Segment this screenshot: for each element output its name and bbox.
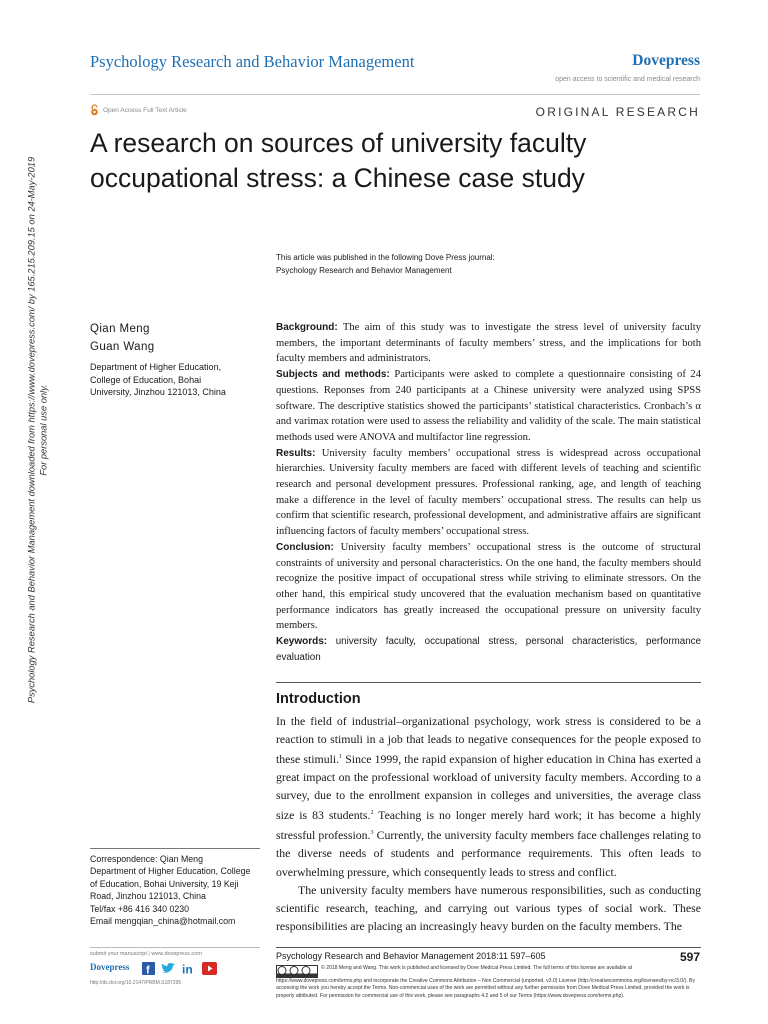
results-label: Results: [276, 447, 316, 459]
correspondence-block [90, 853, 265, 927]
correspondence-line: Department of Higher Education, College [90, 866, 251, 877]
abstract-conclusion [276, 540, 701, 634]
reference-link[interactable]: 2 [370, 810, 374, 817]
author-name[interactable]: Guan Wang [90, 341, 155, 353]
correspondence-divider [90, 848, 260, 849]
youtube-icon[interactable] [202, 962, 217, 975]
abstract-methods [276, 367, 701, 446]
citation-line: Psychology Research and Behavior Management 2018:11 597–605 [276, 951, 546, 961]
footer-divider-left [90, 947, 260, 948]
title-line-1: A research on sources of university faculty [90, 128, 587, 158]
abstract-divider [276, 682, 701, 683]
author-list [90, 320, 155, 356]
title-line-2: occupational stress: a Chinese case study [90, 163, 585, 193]
background-label: Background: [276, 322, 338, 333]
publisher-tagline: open access to scientific and medical research [555, 76, 700, 83]
affiliation [90, 361, 260, 399]
section-heading: Introduction [276, 691, 361, 707]
publisher-logo[interactable]: Dovepress [632, 52, 700, 69]
social-links [142, 962, 217, 975]
publication-notice [276, 251, 495, 277]
abstract-background [276, 320, 701, 367]
license-text: © 2018 Meng and Wang. This work is published and licensed by Dove Medical Press Limited. The full terms of this license are available at https://www.dovepress.com/terms.php and incorporate the Creative Commons Attribution – Non Commercial (unported, v3.0) License (http://creativecommons.org/licenses/by-nc/3.0/). By accessing the work you hereby accept the Terms. Non-commercial uses of the work are permitted without any further permission from Dove Medical Press Limited, provided the work is properly attributed. For permission for commercial use of this work, please see paragraphs 4.2 and 5 of our Terms (https://www.dovepress.com/terms.php). [276, 965, 696, 999]
conclusion-label: Conclusion: [276, 541, 334, 553]
reference-link[interactable]: 3 [370, 830, 374, 837]
license-text-block [276, 965, 701, 1000]
svg-text:f: f [146, 964, 150, 975]
correspondence-email[interactable]: Email mengqian_china@hotmail.com [90, 916, 236, 927]
footer-publisher-logo[interactable]: Dovepress [90, 962, 130, 972]
keywords-label: Keywords: [276, 636, 328, 648]
affiliation-line: College of Education, Bohai [90, 374, 202, 385]
intro-text: Since 1999, the rapid expansion of higher education in China has exerted a great impact on the professional workload of university faculty members. According to a survey, due to the enrollment expansion in colleges and universities, the average class size is 83 students. [276, 752, 701, 823]
intro-paragraph [276, 712, 701, 881]
intro-text: In the field of industrial–organizational psychology, work stress is considered to be a reaction to stimuli in a job that leads to negative consequences for the people exposed to these stimuli. [276, 714, 701, 767]
article-title [90, 126, 700, 196]
submit-manuscript-link[interactable]: submit your manuscript | www.dovepress.com [90, 951, 202, 957]
results-text: University faculty members’ occupational stress is widespread across occupational hierarchies. University faculty members are faced with different levels of teaching and scientific research and personal development pressures. Professional ranking, age, and length of teaching make a difference in the level of faculty members’ occupational stress. The results can help us confirm that scientific research, professional development, and administrative affairs are significant influencing factors of faculty members’ occupational stress. [276, 447, 702, 538]
page-number: 597 [679, 950, 700, 964]
watermark-line-2: For personal use only. [38, 384, 48, 476]
correspondence-line: of Education, Bohai University, 19 Keji [90, 878, 239, 889]
abstract [276, 320, 701, 665]
journal-name[interactable]: Psychology Research and Behavior Management [90, 52, 415, 71]
facebook-icon[interactable] [142, 962, 155, 975]
footer-divider-right [276, 947, 701, 948]
correspondence-line: Correspondence: Qian Meng [90, 854, 203, 864]
correspondence-line: Road, Jinzhou 121013, China [90, 891, 206, 902]
abstract-results [276, 446, 701, 540]
article-type: ORIGINAL RESEARCH [535, 105, 700, 119]
twitter-icon[interactable] [161, 962, 176, 975]
intro-paragraph: The university faculty members have numerous responsibilities, such as conducting scientific research, teaching, and carrying out various types of social work. These responsibilities are placing an increasingly heavy burden on the faculty members. The [276, 882, 701, 933]
download-watermark [27, 157, 50, 703]
introduction-body [276, 712, 701, 935]
author-name[interactable]: Qian Meng [90, 323, 150, 335]
background-text: The aim of this study was to investigate the stress level of university faculty members, the important determinants of faculty members’ stress, and the implications for both faculty members and administrators. [276, 322, 701, 365]
cc-license-icon[interactable] [276, 965, 318, 978]
affiliation-line: Department of Higher Education, [90, 362, 222, 372]
open-access-badge [90, 104, 187, 116]
doi-link[interactable]: http://dx.doi.org/10.2147/PRBM.S187295 [90, 980, 182, 986]
header-divider [90, 94, 700, 95]
notice-line-2: Psychology Research and Behavior Management [276, 266, 452, 275]
methods-text: Participants were asked to complete a questionnaire consisting of 24 questions. Reponses from 240 participants at a Chinese university were analyzed using SPSS software. The descriptive statistics showed the participants’ statistical characteristics. Cronbach’s α and varimax rotation were used to assess the reliability and validity of the scale. The main statistical methods used were ANOVA and multifactor line regression. [276, 369, 701, 443]
affiliation-line: University, Jinzhou 121013, China [90, 387, 226, 397]
conclusion-text: University faculty members’ occupational stress is the outcome of structural constraints of university and personal characteristics. On the one hand, the faculty members should recognize the positive impact of occupational stress while striving to eliminate stressors. On the other hand, this empirical study uncovered that the evaluation mechanism based on quantitative performance indicators has greatly increased the occupational pressure on university faculty members. [276, 541, 701, 632]
abstract-keywords [276, 634, 701, 665]
reference-link[interactable]: 1 [339, 754, 343, 761]
linkedin-icon[interactable] [182, 962, 196, 975]
watermark-line-1: Psychology Research and Behavior Management downloaded from https://www.dovepress.com/ by 165.215.209.15 on 24-May-2019 [26, 156, 37, 704]
intro-text: Teaching is no longer merely hard work; it has become a highly stressful profession. [276, 808, 701, 843]
open-access-label: Open Access Full Text Article [103, 106, 187, 114]
notice-line-1: This article was published in the following Dove Press journal: [276, 253, 495, 262]
intro-text: Currently, the university faculty members face challenges relating to the diverse needs of students and performance requirements. This often leads to overwhelming pressure, which consequently leads to stress and conflict. [276, 828, 701, 879]
correspondence-line: Tel/fax +86 416 340 0230 [90, 903, 190, 914]
keywords-text: university faculty, occupational stress, personal characteristics, performance evaluation [276, 636, 701, 663]
svg-text:in: in [182, 962, 193, 975]
open-access-lock-icon [90, 104, 99, 116]
methods-label: Subjects and methods: [276, 369, 390, 381]
